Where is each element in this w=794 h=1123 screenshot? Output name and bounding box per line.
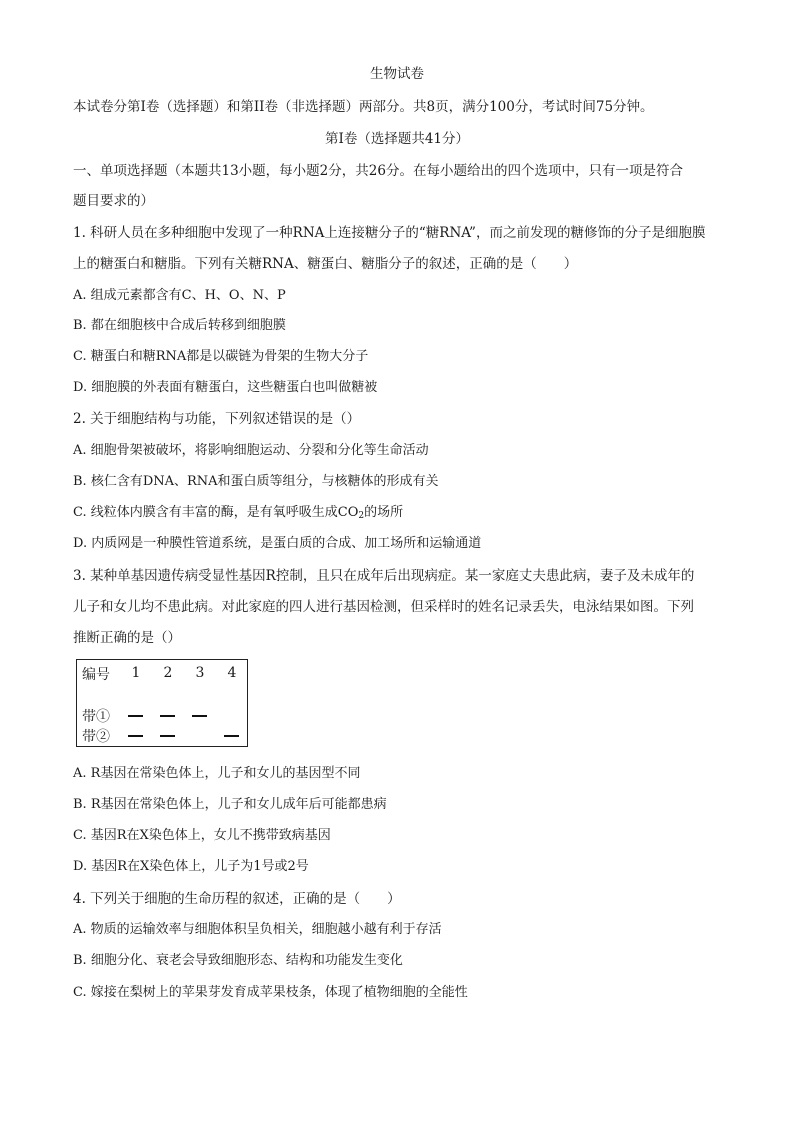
q1-option-c: C. 糖蛋白和糖RNA都是以碳链为骨架的生物大分子 — [73, 349, 369, 364]
gel-lane-3-label: 3 — [195, 665, 205, 681]
q4-option-b: B. 细胞分化、衰老会导致细胞形态、结构和功能发生变化 — [73, 953, 403, 968]
gel-lane-1-label: 1 — [131, 665, 141, 681]
gel-header-label: 编号 — [82, 667, 110, 683]
q2-option-b: B. 核仁含有DNA、RNA和蛋白质等组分，与核糖体的形成有关 — [73, 474, 439, 489]
gel-band2-label: 带② — [82, 729, 110, 745]
q2-option-c-text-end: 的场所 — [364, 505, 404, 520]
q3-option-a: A. R基因在常染色体上，儿子和女儿的基因型不同 — [73, 766, 361, 781]
electrophoresis-figure — [76, 659, 248, 747]
q1-option-a: A. 组成元素都含有C、H、O、N、P — [73, 288, 286, 303]
q3-stem-line2: 儿子和女儿均不患此病。对此家庭的四人进行基因检测，但采样时的姓名记录丢失，电泳结果如图。下列 — [73, 599, 694, 615]
q4-option-a: A. 物质的运输效率与细胞体积呈负相关，细胞越小越有利于存活 — [73, 922, 442, 937]
part-heading-line2: 题目要求的） — [73, 193, 154, 209]
q4-stem: 4. 下列关于细胞的生命历程的叙述，正确的是（ ） — [73, 891, 401, 907]
q1-stem-line2: 上的糖蛋白和糖脂。下列有关糖RNA、糖蛋白、糖脂分子的叙述，正确的是（ ） — [73, 256, 578, 272]
gel-lane-2-label: 2 — [163, 665, 173, 681]
q1-option-d: D. 细胞膜的外表面有糖蛋白，这些糖蛋白也叫做糖被 — [73, 380, 378, 395]
q1-stem-line1: 1. 科研人员在多种细胞中发现了一种RNA上连接糖分子的“糖RNA”，而之前发现的糖修饰的分子是细胞膜 — [73, 225, 706, 241]
gel-band2-lane4 — [224, 735, 239, 737]
q2-option-c-subscript: 2 — [358, 511, 365, 521]
q3-option-b: B. R基因在常染色体上，儿子和女儿成年后可能都患病 — [73, 797, 387, 812]
q3-stem-line3: 推断正确的是（） — [73, 630, 181, 646]
part-heading-line1: 一、单项选择题（本题共13小题，每小题2分，共26分。在每小题给出的四个选项中，只有一项是符合 — [73, 163, 683, 179]
gel-band1-lane3 — [192, 715, 207, 717]
q3-option-d: D. 基因R在X染色体上，儿子为1号或2号 — [73, 859, 309, 874]
q2-option-a: A. 细胞骨架被破坏，将影响细胞运动、分裂和分化等生命活动 — [73, 443, 429, 458]
gel-band1-lane1 — [128, 715, 143, 717]
q2-option-c — [73, 503, 724, 526]
gel-lane-4-label: 4 — [227, 665, 237, 681]
q2-option-c-text: C. 线粒体内膜含有丰富的酶，是有氧呼吸生成CO — [73, 505, 359, 520]
section-title: 第I卷（选择题共41分） — [324, 131, 469, 147]
q1-option-b: B. 都在细胞核中合成后转移到细胞膜 — [73, 318, 286, 333]
page-title: 生物试卷 — [370, 66, 424, 82]
q2-stem: 2. 关于细胞结构与功能，下列叙述错误的是（） — [73, 411, 361, 427]
q4-option-c: C. 嫁接在梨树上的苹果芽发育成苹果枝条，体现了植物细胞的全能性 — [73, 985, 468, 1000]
exam-intro: 本试卷分第I卷（选择题）和第II卷（非选择题）两部分。共8页，满分100分，考试时间75分钟。 — [73, 99, 654, 115]
gel-band2-lane1 — [128, 735, 143, 737]
gel-band2-lane2 — [160, 735, 175, 737]
q3-option-c: C. 基因R在X染色体上，女儿不携带致病基因 — [73, 828, 331, 843]
gel-band1-label: 带① — [82, 709, 110, 725]
q3-stem-line1: 3. 某种单基因遗传病受显性基因R控制，且只在成年后出现病症。某一家庭丈夫患此病，妻子及未成年的 — [73, 568, 695, 584]
gel-band1-lane2 — [160, 715, 175, 717]
q2-option-d: D. 内质网是一种膜性管道系统，是蛋白质的合成、加工场所和运输通道 — [73, 536, 482, 551]
